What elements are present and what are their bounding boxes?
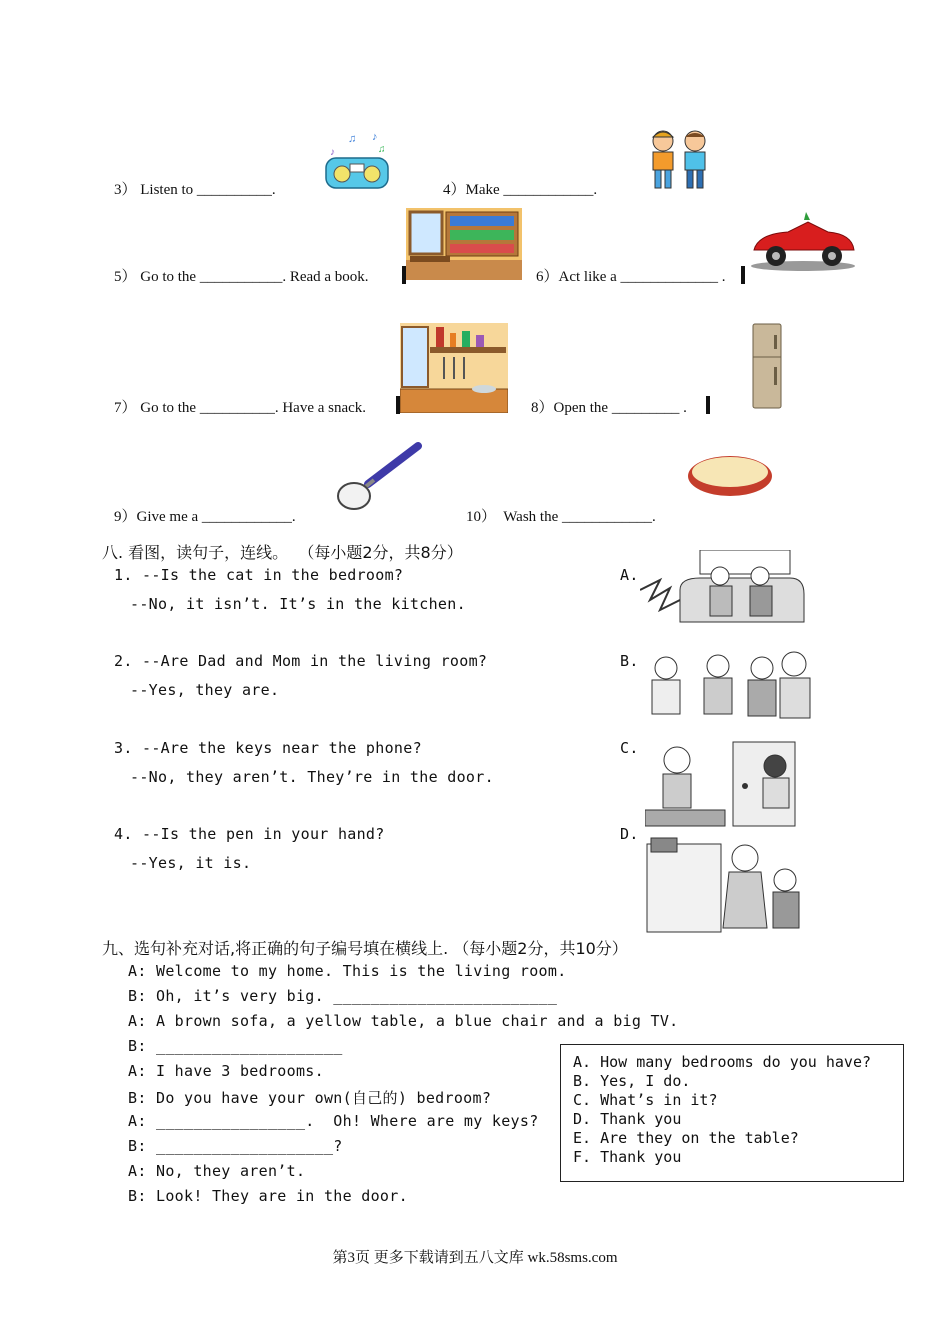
dialog-line: B: Oh, it’s very big. ________________________ xyxy=(128,987,558,1005)
svg-text:♫: ♫ xyxy=(378,144,386,155)
text-cursor-mark xyxy=(706,396,710,414)
s8-a1: --No, it isn’t. It’s in the kitchen. xyxy=(130,595,466,613)
option-d: D. Thank you xyxy=(573,1110,682,1128)
pen-hand-picture xyxy=(645,836,819,934)
s8-q2: 2. --Are Dad and Mom in the living room? xyxy=(114,652,488,670)
s8-q3: 3. --Are the keys near the phone? xyxy=(114,739,422,757)
spoon-picture xyxy=(334,440,426,516)
bowl-picture xyxy=(686,454,774,500)
dialog-line: A: A brown sofa, a yellow table, a blue chair and a big TV. xyxy=(128,1012,679,1030)
dialog-line: B: Look! They are in the door. xyxy=(128,1187,408,1205)
kitchen-picture xyxy=(400,323,508,413)
s8-a2: --Yes, they are. xyxy=(130,681,280,699)
dialog-line: A: Welcome to my home. This is the living room. xyxy=(128,962,567,980)
s8-letter-b: B. xyxy=(620,652,639,670)
option-f: F. Thank you xyxy=(573,1148,682,1166)
s8-letter-c: C. xyxy=(620,739,639,757)
option-c: C. What’s in it? xyxy=(573,1091,718,1109)
option-e: E. Are they on the table? xyxy=(573,1129,799,1147)
s8-a4: --Yes, it is. xyxy=(130,854,252,872)
q4-text: 4）Make ____________. xyxy=(443,182,598,198)
options-box xyxy=(560,1044,904,1182)
option-a: A. How many bedrooms do you have? xyxy=(573,1053,872,1071)
option-b: B. Yes, I do. xyxy=(573,1072,691,1090)
dialog-line: B: Do you have your own(自己的) bedroom? xyxy=(128,1089,492,1107)
radio-picture xyxy=(322,130,392,192)
car-picture xyxy=(748,212,858,272)
friends-picture xyxy=(643,127,713,193)
s8-letter-d: D. xyxy=(620,825,639,843)
q9-text: 9）Give me a ____________. xyxy=(114,509,296,525)
s8-a3: --No, they aren’t. They’re in the door. xyxy=(130,768,494,786)
dialog-line: B: ___________________? xyxy=(128,1137,343,1155)
keys-door-picture xyxy=(645,740,819,828)
living-room-family-picture xyxy=(640,550,806,626)
fridge-picture xyxy=(752,323,782,409)
q7-text: 7） Go to the __________. Have a snack. xyxy=(114,400,367,416)
svg-text:♫: ♫ xyxy=(348,133,357,145)
q10-text: 10） Wash the ____________. xyxy=(466,509,656,525)
s8-letter-a: A. xyxy=(620,566,639,584)
s8-q4: 4. --Is the pen in your hand? xyxy=(114,825,385,843)
svg-text:♪: ♪ xyxy=(372,131,378,143)
s8-q1: 1. --Is the cat in the bedroom? xyxy=(114,566,404,584)
svg-text:♪: ♪ xyxy=(330,147,335,158)
q3-text: 3） Listen to __________. xyxy=(114,182,276,198)
text-cursor-mark xyxy=(741,266,745,284)
page-footer: 第3页 更多下载请到五八文库 wk.58sms.com xyxy=(332,1250,618,1266)
q8-text: 8）Open the _________ . xyxy=(531,400,687,416)
q6-text: 6）Act like a _____________ . xyxy=(536,269,726,285)
section9-heading: 九、选句补充对话,将正确的句子编号填在横线上. （每小题2分，共10分） xyxy=(102,939,628,958)
q5-text: 5） Go to the ___________. Read a book. xyxy=(114,269,369,285)
study-room-picture xyxy=(406,208,522,280)
people-greeting-picture xyxy=(644,650,816,728)
dialog-line: A: I have 3 bedrooms. xyxy=(128,1062,324,1080)
dialog-line: A: ________________. Oh! Where are my keys? xyxy=(128,1112,539,1130)
section8-heading: 八. 看图，读句子，连线。 （每小题2分，共8分） xyxy=(102,543,463,562)
dialog-line: B: ____________________ xyxy=(128,1037,343,1055)
dialog-line: A: No, they aren’t. xyxy=(128,1162,306,1180)
